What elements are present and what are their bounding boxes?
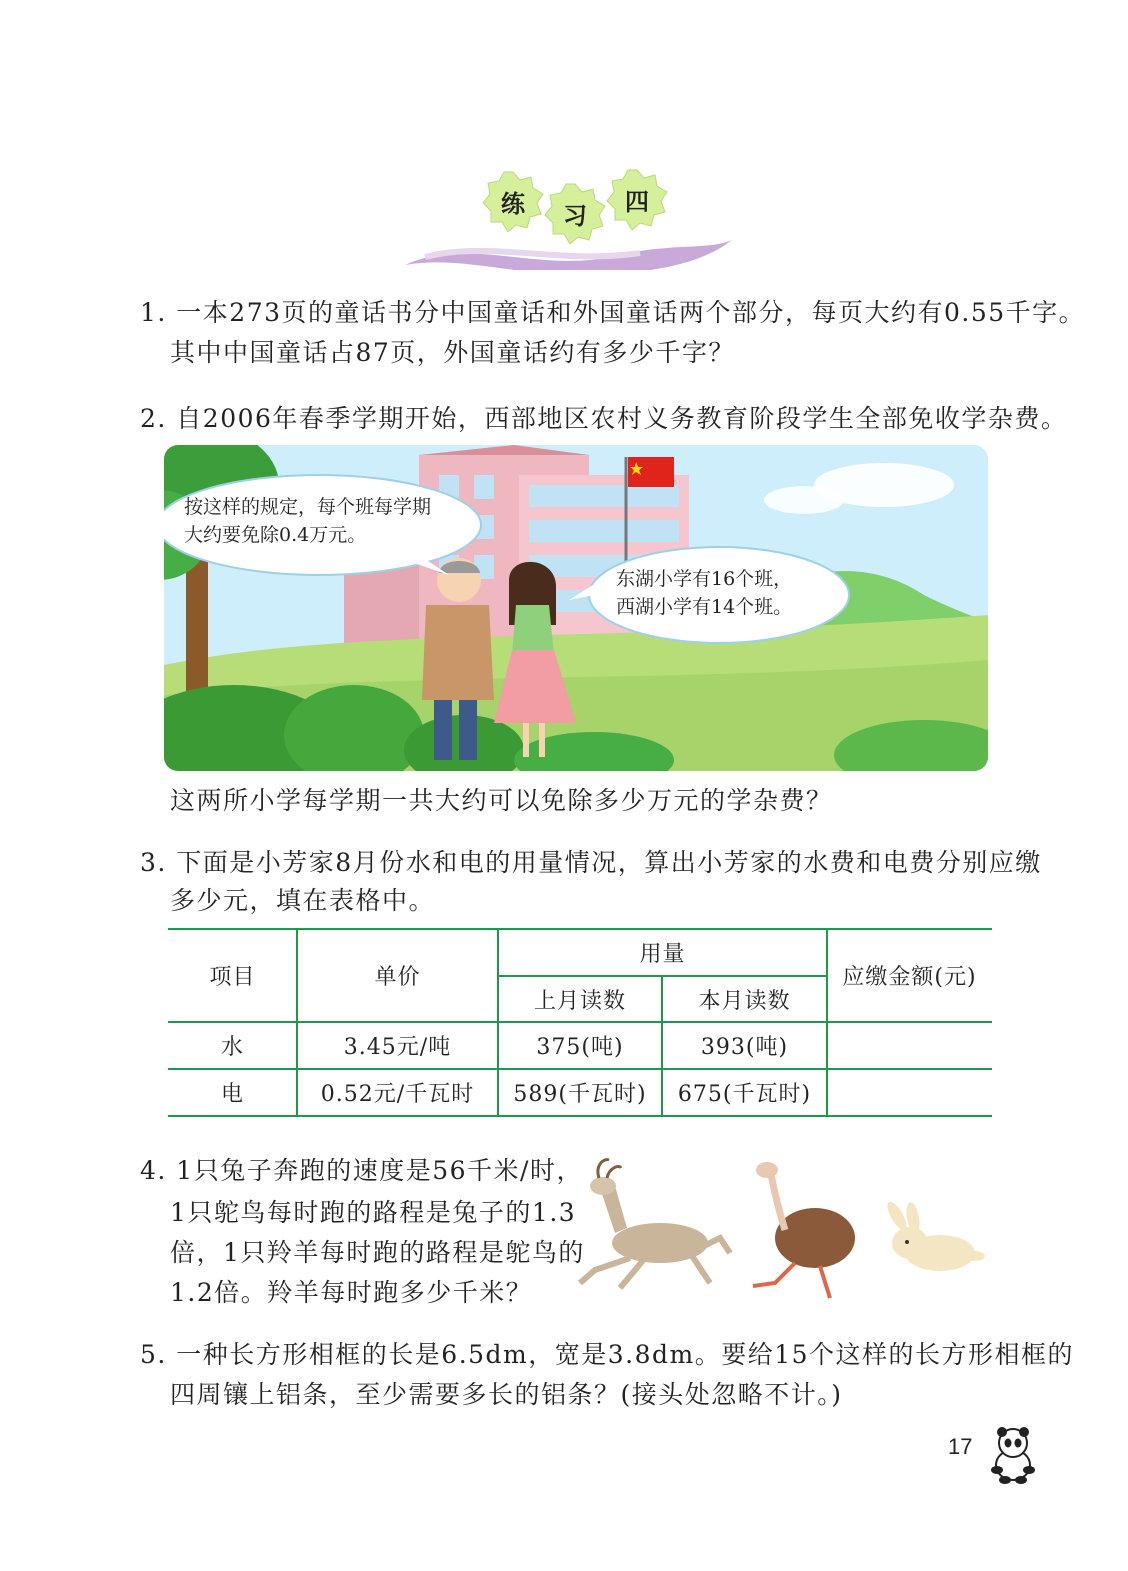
page-number: 17 — [948, 1434, 973, 1459]
header-amount: 应缴金额(元) — [842, 964, 977, 990]
bubble-right-line1: 东湖小学有16个班， — [616, 568, 793, 590]
ostrich-icon — [753, 1162, 855, 1298]
row-water-this: 393(吨) — [700, 1035, 789, 1060]
row-power-amount[interactable] — [827, 1069, 992, 1116]
antelope-icon — [580, 1160, 730, 1288]
header-this-reading: 本月读数 — [698, 988, 791, 1014]
title-char-3: 四 — [625, 187, 649, 216]
exercise-title — [400, 150, 740, 270]
row-water-price: 3.45元/吨 — [343, 1035, 452, 1060]
q1-line2: 其中中国童话占87页，外国童话约有多少千字？ — [170, 338, 735, 367]
q3-line2: 多少元，填在表格中。 — [170, 886, 436, 915]
q5-line1: 5. 一种长方形相框的长是6.5dm，宽是3.8dm。要给15个这样的长方形相框的 — [140, 1340, 1075, 1369]
row-water-amount[interactable] — [827, 1022, 992, 1069]
bubble-left-line2: 大约要免除0.4万元。 — [184, 524, 367, 546]
panda-icon — [985, 1425, 1040, 1485]
bubble-left-line1: 按这样的规定，每个班每学期 — [184, 496, 432, 518]
title-char-badge — [606, 168, 668, 230]
row-water-last: 375(吨) — [536, 1035, 624, 1060]
title-char-badge — [544, 182, 606, 244]
title-char-badge — [482, 170, 544, 232]
q1-line1: 1. 一本273页的童话书分中国童话和外国童话两个部分，每页大约有0.55千字。 — [140, 298, 1086, 327]
header-item: 项目 — [209, 964, 256, 990]
row-power-item: 电 — [220, 1082, 244, 1107]
q4-line1: 4. 1只兔子奔跑的速度是56千米/时， — [140, 1156, 583, 1185]
rabbit-icon — [884, 1199, 985, 1271]
q5-line2: 四周镶上铝条，至少需要多长的铝条？(接头处忽略不计。) — [170, 1380, 843, 1409]
q2-line1: 2. 自2006年春季学期开始，西部地区农村义务教育阶段学生全部免收学杂费。 — [140, 404, 1068, 433]
title-char-2: 习 — [563, 201, 587, 230]
row-power-price: 0.52元/千瓦时 — [320, 1082, 475, 1107]
row-water-item: 水 — [220, 1035, 244, 1060]
bubble-right-line2: 西湖小学有14个班。 — [616, 596, 793, 618]
row-power-last: 589(千瓦时) — [513, 1082, 647, 1107]
title-char-1: 练 — [501, 189, 525, 218]
row-power-this: 675(千瓦时) — [677, 1082, 812, 1107]
usage-table — [168, 928, 992, 1118]
q4-line4: 1.2倍。羚羊每时跑多少千米？ — [170, 1278, 533, 1307]
header-price: 单价 — [374, 964, 421, 990]
animals-illustration — [575, 1158, 985, 1303]
q3-line1: 3. 下面是小芳家8月份水和电的用量情况，算出小芳家的水费和电费分别应缴 — [140, 848, 1042, 877]
school-illustration — [164, 445, 988, 771]
header-usage: 用量 — [639, 941, 686, 967]
q4-line3: 倍，1只羚羊每时跑的路程是鸵鸟的 — [170, 1238, 585, 1267]
q2-question: 这两所小学每学期一共大约可以免除多少万元的学杂费？ — [170, 786, 833, 815]
q4-line2: 1只鸵鸟每时跑的路程是兔子的1.3 — [170, 1198, 577, 1227]
header-last-reading: 上月读数 — [533, 988, 626, 1014]
